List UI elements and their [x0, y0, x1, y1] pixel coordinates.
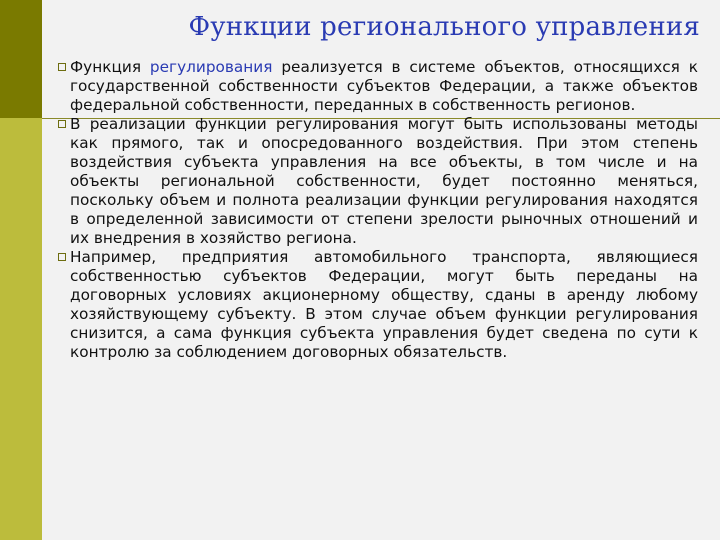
decorative-side-bar — [0, 0, 42, 540]
bullet-list — [58, 58, 698, 362]
square-bullet-icon — [58, 253, 66, 261]
bullet-text-post: реализуется в системе объектов, относящихся к государственной собственности субъектов Федерации, а также объектов федеральной собственности, переданных в собственность регионов. — [70, 58, 698, 114]
square-bullet-icon — [58, 63, 66, 71]
bullet-text — [70, 58, 698, 115]
bullet-item — [58, 115, 698, 248]
bullet-text — [70, 248, 698, 362]
bullet-text-highlight: регулирования — [149, 58, 273, 76]
side-bar-light-block — [0, 118, 42, 540]
bullet-text-pre: В реализации функции регулирования могут быть использованы методы как прямого, так и опосредованного воздействия. При этом степень воздействия субъекта управления на все объекты, в том числе и на объекты региональной собственности, будет постоянно меняться, поскольку объем и полнота реализации функции регулирования находятся в определенной зависимости от степени зрелости рыночных отношений и их внедрения в хозяйство региона. — [70, 115, 698, 247]
slide-title: Функции регионального управления — [188, 12, 700, 42]
bullet-item — [58, 58, 698, 115]
bullet-item — [58, 248, 698, 362]
side-bar-dark-block — [0, 0, 42, 118]
square-bullet-icon — [58, 120, 66, 128]
bullet-text-pre: Функция — [70, 58, 150, 76]
bullet-text — [70, 115, 698, 248]
bullet-text-pre: Например, предприятия автомобильного транспорта, являющиеся собственностью субъектов Федерации, могут быть переданы на договорных условиях акционерному обществу, сданы в аренду любому хозяйствующему субъекту. В этом случае объем функции регулирования снизится, а сама функция субъекта управления будет сведена по сути к контролю за соблюдением договорных обязательств. — [70, 248, 698, 361]
